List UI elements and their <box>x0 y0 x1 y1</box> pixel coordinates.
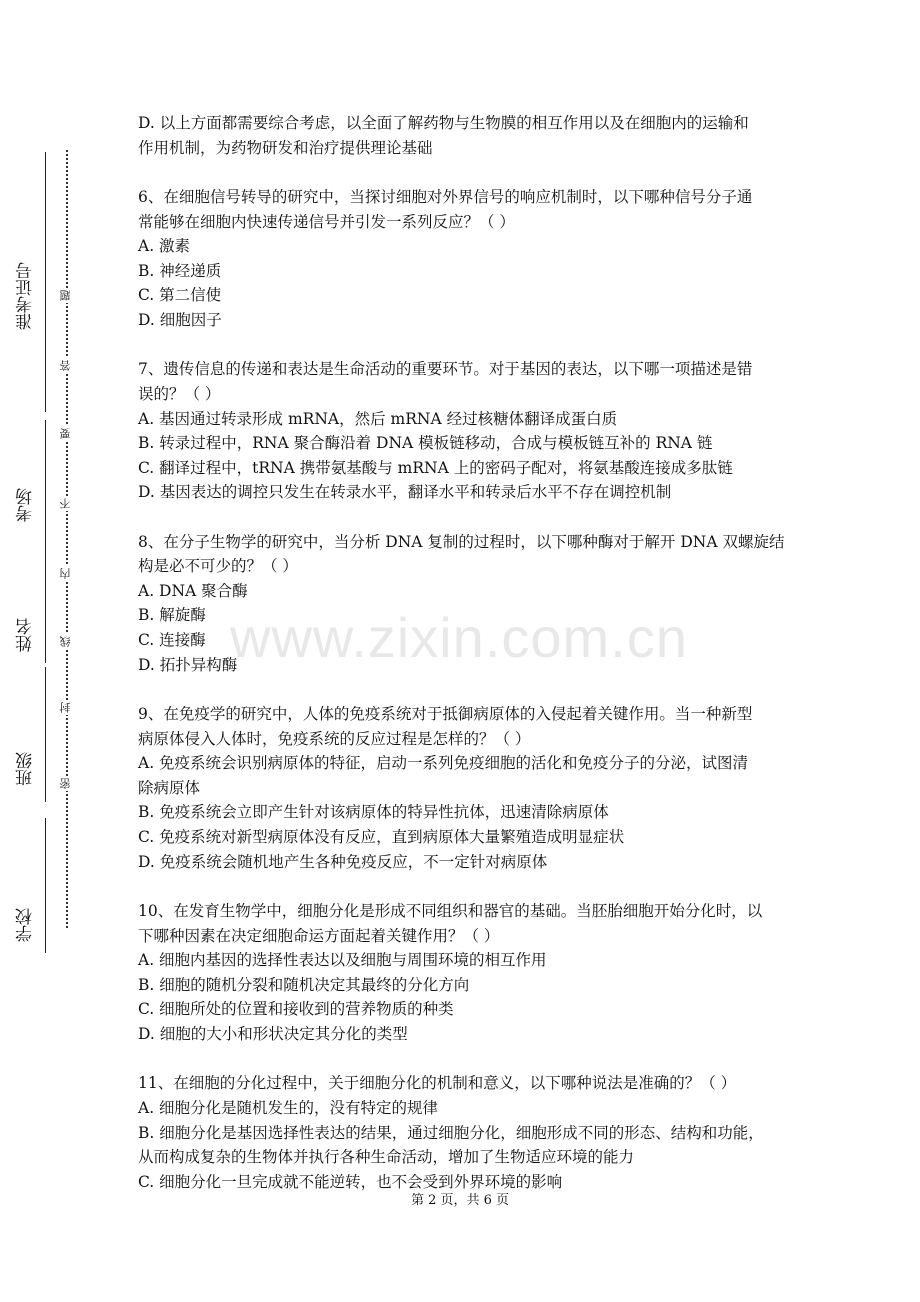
option-b: B. 解旋酶 <box>138 606 206 625</box>
option-d: D. 免疫系统会随机地产生各种免疫反应，不一定针对病原体 <box>138 852 548 871</box>
question-stem: 误的？（ ） <box>138 384 221 403</box>
seal-dotted-line <box>66 150 68 928</box>
school-field <box>8 908 48 953</box>
watermark: www.zixin.com.cn <box>230 606 688 669</box>
prev-question-tail <box>138 111 786 160</box>
option-a: A. 细胞分化是随机发生的，没有特定的规律 <box>138 1098 439 1117</box>
exam-room-line <box>45 420 46 538</box>
page-number: 第 2 页，共 6 页 <box>410 1193 510 1208</box>
option-c: C. 翻译过程中，tRNA 携带氨基酸与 mRNA 上的密码子配对，将氨基酸连接成多肽链 <box>138 458 733 477</box>
name-label: 姓名 <box>16 618 36 652</box>
option-c: C. 第二信使 <box>138 286 222 305</box>
option-a: A. 激素 <box>138 237 191 256</box>
question-7 <box>138 357 786 505</box>
option-a-cont: 除病原体 <box>138 778 201 797</box>
question-stem: 10、在发育生物学中，细胞分化是形成不同组织和器官的基础。当胚胎细胞开始分化时，以 <box>138 902 763 921</box>
class-label: 班级 <box>16 752 36 786</box>
option-a: A. 免疫系统会识别病原体的特征，启动一系列免疫细胞的活化和免疫分子的分泌，试图清 <box>138 754 749 773</box>
exam-id-field <box>8 262 48 412</box>
class-field <box>8 752 48 802</box>
exam-id-line <box>45 152 46 412</box>
option-line: D. 以上方面都需要综合考虑，以全面了解药物与生物膜的相互作用以及在细胞内的运输和 <box>138 114 749 132</box>
question-stem: 常能够在细胞内快速传递信号并引发一系列反应？（ ） <box>138 212 515 231</box>
option-b: B. 转录过程中，RNA 聚合酶沿着 DNA 模板链移动，合成与模板链互补的 RNA 链 <box>138 434 713 453</box>
option-c: C. 细胞所处的位置和接收到的营养物质的种类 <box>138 1000 454 1019</box>
option-d: D. 细胞因子 <box>138 310 222 329</box>
option-d: D. 基因表达的调控只发生在转录水平，翻译水平和转录后水平不存在调控机制 <box>138 483 672 502</box>
option-d: D. 拓扑异构酶 <box>138 655 238 674</box>
question-stem: 构是必不可少的？（ ） <box>138 557 298 576</box>
exam-room-label: 考场 <box>16 488 36 522</box>
option-d: D. 细胞的大小和形状决定其分化的类型 <box>138 1024 408 1043</box>
option-a: A. DNA 聚合酶 <box>138 581 248 600</box>
question-11 <box>138 1071 786 1194</box>
seal-char: 内 <box>59 568 72 579</box>
question-9 <box>138 702 786 874</box>
option-c: C. 免疫系统对新型病原体没有反应，直到病原体大量繁殖造成明显症状 <box>138 828 625 847</box>
school-label: 学校 <box>16 908 36 942</box>
school-line <box>45 818 46 953</box>
name-line <box>45 538 46 663</box>
question-stem: 下哪种因素在决定细胞命运方面起着关键作用？（ ） <box>138 926 500 945</box>
question-stem: 8、在分子生物学的研究中，当分析 DNA 复制的过程时，以下哪种酶对于解开 DNA 双螺旋结 <box>138 532 785 551</box>
question-stem: 9、在免疫学的研究中，人体的免疫系统对于抵御病原体的入侵起着关键作用。当一种新型 <box>138 705 753 724</box>
option-b: B. 细胞分化是基因选择性表达的结果，通过细胞分化，细胞形成不同的形态、结构和功能， <box>138 1123 764 1142</box>
question-10 <box>138 899 786 1047</box>
seal-char: 答 <box>59 360 72 371</box>
question-stem: 7、遗传信息的传递和表达是生命活动的重要环节。对于基因的表达，以下哪一项描述是错 <box>138 360 753 379</box>
question-stem: 病原体侵入人体时，免疫系统的反应过程是怎样的？（ ） <box>138 729 531 748</box>
exam-id-label: 准考证号 <box>16 262 36 330</box>
seal-char: 要 <box>59 428 72 439</box>
option-a: A. 细胞内基因的选择性表达以及细胞与周围环境的相互作用 <box>138 951 547 970</box>
seal-char: 线 <box>59 636 72 647</box>
question-stem: 6、在细胞信号转导的研究中，当探讨细胞对外界信号的响应机制时，以下哪种信号分子通 <box>138 187 753 206</box>
option-c: C. 细胞分化一旦完成就不能逆转，也不会受到外界环境的影响 <box>138 1172 563 1191</box>
option-c: C. 连接酶 <box>138 631 206 650</box>
option-b: B. 神经递质 <box>138 261 222 280</box>
exam-room-field <box>8 488 48 538</box>
question-6 <box>138 185 786 333</box>
option-b-cont: 从而构成复杂的生物体并执行各种生命活动，增加了生物适应环境的能力 <box>138 1148 635 1167</box>
seal-char: 题 <box>59 290 72 301</box>
seal-char: 不 <box>59 498 72 509</box>
option-a: A. 基因通过转录形成 mRNA，然后 mRNA 经过核糖体翻译成蛋白质 <box>138 409 618 428</box>
seal-char: 封 <box>59 702 72 713</box>
class-line <box>45 667 46 802</box>
seal-char: 密 <box>59 778 72 789</box>
question-stem: 11、在细胞的分化过程中，关于细胞分化的机制和意义，以下哪种说法是准确的？（ ） <box>138 1074 737 1093</box>
name-field <box>8 618 48 663</box>
option-b: B. 细胞的随机分裂和随机决定其最终的分化方向 <box>138 975 470 994</box>
option-b: B. 免疫系统会立即产生针对该病原体的特异性抗体，迅速清除病原体 <box>138 803 609 822</box>
option-line: 作用机制，为药物研发和治疗提供理论基础 <box>138 138 433 157</box>
